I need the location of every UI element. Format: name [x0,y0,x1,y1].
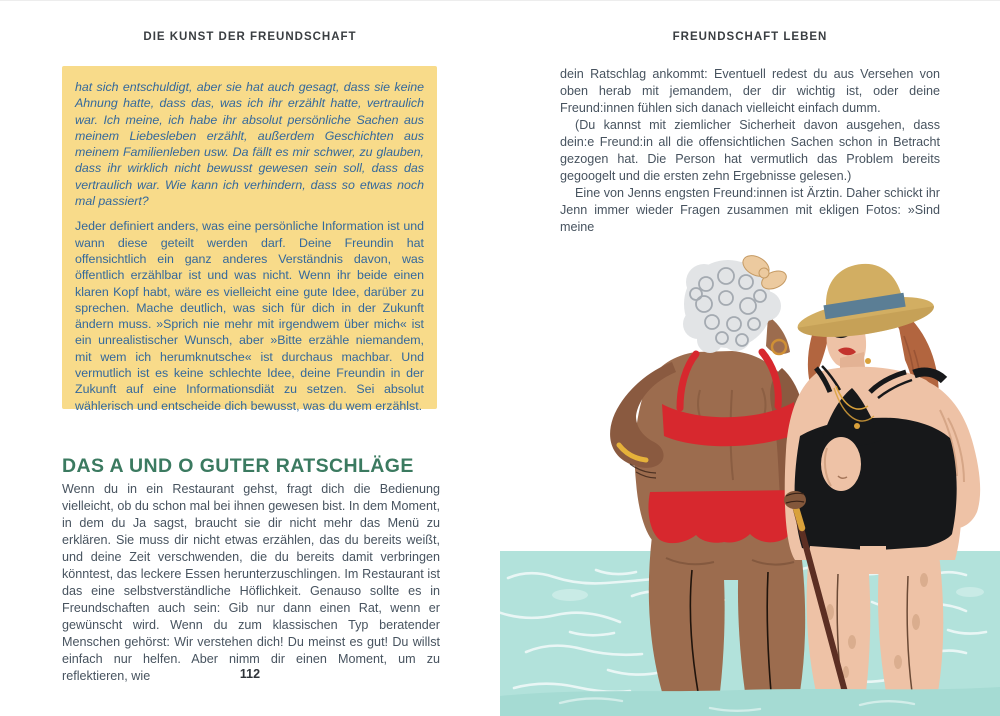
red-bikini-bottom [648,490,797,543]
body-text-right [560,66,940,236]
reader-question: hat sich entschuldigt, aber sie hat auch gesagt, dass sie keine Ahnung hatte, dass das, was ich ihr erzählt hatte, vertraulich war. Ich meine, ich habe ihr absolut persönliche Sachen aus meinem Liebesleben erzählt, außerdem Geschichten aus meinem Familienleben usw. Da fällt es mir schwer, zu glauben, dass ihr wirklich nicht bewusst gewesen sein soll, dass das vertraulich war. Wie kann ich verhindern, dass so etwas noch mal passiert? [75,80,424,209]
advice-question-box [62,66,437,413]
paragraph: (Du kannst mit ziemlicher Sicherheit davon ausgehen, dass dein:e Freund:in all die offensichtlichen Sachen schon in Betracht gezogen hat. Die Person hat vermutlich das Problem bereits gegoogelt und die ersten zehn Ergebnisse gelesen.) [560,118,940,183]
paragraph: Eine von Jenns engsten Freund:innen ist Ärztin. Daher schickt ihr Jenn immer wieder Fragen zusammen mit ekligen Fotos: »Sind meine [560,186,940,234]
two-women-in-sea-illustration [500,240,1000,716]
running-head-right: FREUNDSCHAFT LEBEN [672,31,828,43]
top-edge [0,0,1000,1]
belly-cutout [821,437,861,491]
running-head-left: DIE KUNST DER FREUNDSCHAFT [143,31,357,43]
page-number: 112 [239,667,261,681]
advice-answer: Jeder definiert anders, was eine persönliche Information ist und wann diese geteilt werden darf. Deine Freundin hat offensichtlich ein ganz anderes Verständnis davon, was öffentlich erzählbar ist und was nicht. Wenn ihr beide einen klaren Kopf habt, wäre es vielleicht eine gute Idee, darüber zu sprechen. Mache deutlich, was sich für dich in der Zukunft ändern muss. »Sprich nie mehr mit irgendwem über mich« ist ein unrealistischer Wunsch, aber »Bitte erzähle niemandem, mit wem ich herumknutsche« ist durchaus machbar. Und vermutlich ist es keine schlechte Idee, deine Freundin in der Zukunft auf eine Informationsdiät zu setzen. Sei absolut wählerisch und entscheide dich bewusst, was du wem erzählst. [75,219,424,413]
section-heading: DAS A UND O GUTER RATSCHLÄGE [62,455,414,478]
paragraph: dein Ratschlag ankommt: Eventuell redest du aus Versehen von oben herab mit jemandem, der dir wichtig ist, oder deine Freund:innen fühlen sich danach vielleicht einfach dumm. [560,67,940,115]
body-text-left: Wenn du in ein Restaurant gehst, fragt dich die Bedienung vielleicht, ob du schon mal bei ihnen gewesen bist. In dem Moment, in dem du Ja sagst, braucht sie dir nicht mehr das Menü zu erklären. Sie muss dir nicht etwas erzählen, das du bereits weißt, und deine Zeit verschwenden, die du bereits damit verbringen könntest, das leckere Essen herunterzuschlingen. Im Restaurant ist das eine selbstverständliche Höflichkeit. Genauso sollte es in Freundschaften auch sein: Gib nur dann einen Rat, wenn er gewünscht wird. Wenn du zum klassischen Typ beratender Menschen gehörst: Wir verstehen dich! Du meinst es gut! Du willst einfach nur helfen. Aber nimm dir einen Moment, um zu reflektieren, wie [62,482,440,683]
